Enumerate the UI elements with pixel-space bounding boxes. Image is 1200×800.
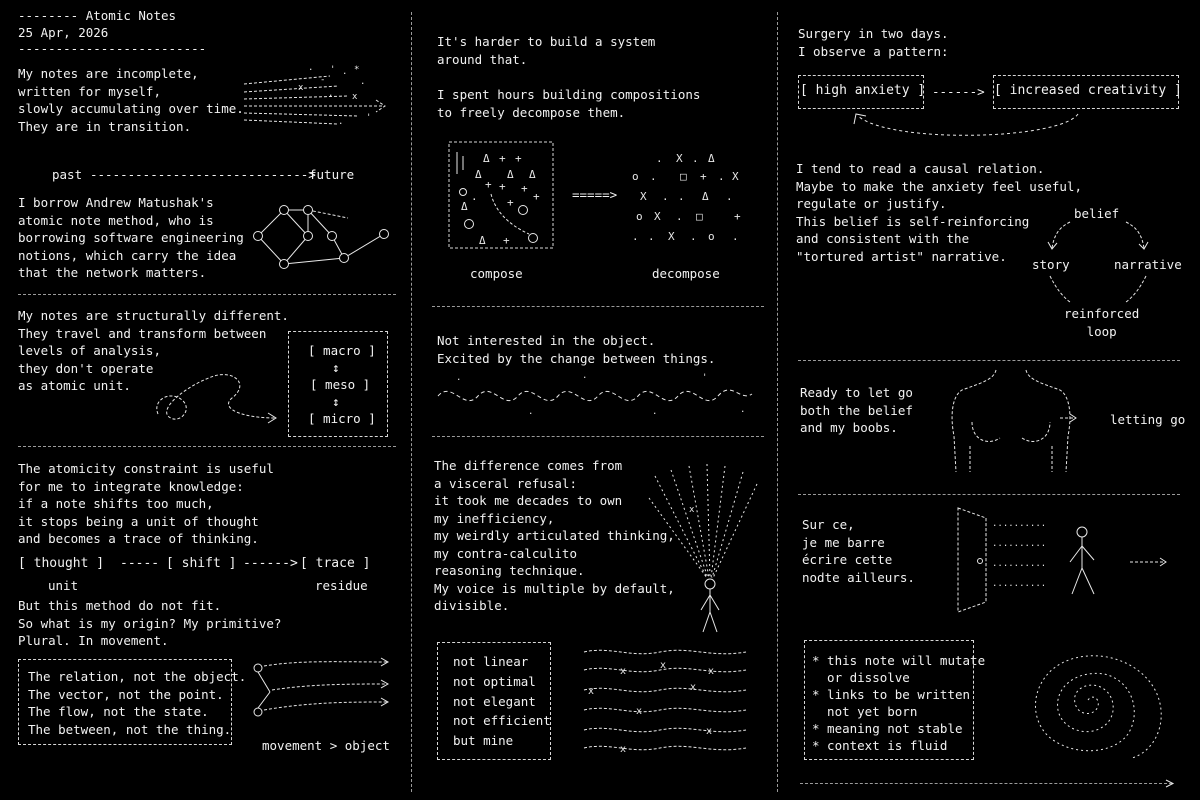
svg-text:.: . [338,117,344,127]
svg-text:-: - [320,75,326,85]
svg-text:Δ: Δ [708,152,715,165]
relation-text: The relation, not the object. The vector, not the point. The flow, not the state. The between, not the thing. [28,669,247,737]
svg-text:+: + [507,196,514,209]
svg-text:+: + [499,152,506,165]
loop-path-illustration [150,362,285,432]
divider-1 [18,294,396,295]
level-meso: [ meso ] [310,377,371,392]
page-title: -------- Atomic Notes [18,8,177,23]
svg-text:.: . [342,67,348,77]
svg-text:+: + [734,210,741,223]
svg-text:x: x [636,706,643,717]
svg-text:.: . [718,170,725,183]
svg-text:.: . [648,230,655,243]
ready-text: Ready to let go both the belief and my boobs. [800,385,913,435]
svg-text:X: X [640,190,647,203]
flow-trace: [ trace ] [300,556,371,571]
scatter-arrow-illustration [238,62,393,132]
svg-text:.: . [676,210,683,223]
svg-text:x: x [708,666,715,677]
svg-text:□: □ [680,170,687,183]
svg-text:.: . [690,230,697,243]
compose-arrow: =====> [572,187,618,202]
note-date: 25 Apr, 2026 [18,25,109,40]
column-divider-right [777,12,778,792]
creativity-label: [ increased creativity ] [994,83,1182,98]
svg-text:.: . [528,407,534,417]
svg-text:Δ: Δ [483,152,490,165]
svg-text:X: X [676,152,683,165]
svg-text:+: + [499,180,506,193]
level-arrow-2: ↕ [332,394,340,409]
cycle-reinforced-loop: reinforced loop [1064,306,1140,339]
intro-text: My notes are incomplete, written for myself, slowly accumulating over time. They are in transition. [18,66,244,134]
svg-text:o: o [632,170,639,183]
svg-text:X: X [668,230,675,243]
flow-arrow: ------> [243,556,298,571]
svg-text:Δ: Δ [702,190,709,203]
cycle-narrative: narrative [1114,257,1182,272]
svg-text:o: o [636,210,643,223]
svg-text:Δ: Δ [507,168,514,181]
unit-label: unit [48,578,79,593]
svg-text:Δ: Δ [529,168,536,181]
movement-label: movement > object [262,738,390,753]
excited-text: Not interested in the object. Excited by the change between things. [437,333,716,366]
anxiety-label: [ high anxiety ] [800,83,926,98]
feedback-curve-illustration [850,110,1085,142]
svg-text:x: x [620,666,627,677]
svg-text:x: x [620,744,627,755]
sur-ce-text: Sur ce, je me barre écrire cette nodte ailleurs. [802,517,915,585]
svg-text:.: . [652,407,658,417]
svg-text:.: . [726,190,733,203]
svg-text:x: x [689,505,695,515]
diverging-arrows-illustration [250,656,395,721]
causal-text: I tend to read a causal relation. Maybe to make the anxiety feel useful, regulate or justify. This belief is self-reinforcing and consistent with the "tortured artist" narrative. [796,161,1082,264]
svg-text:.: . [360,77,366,87]
svg-text:.: . [456,373,462,383]
mutate-list: * this note will mutate or dissolve * links to be written not yet born * meaning not stable * context is fluid [812,653,986,753]
svg-text:Δ: Δ [479,234,486,247]
difference-text: The difference comes from a visceral refusal: it took me decades to own my inefficiency, my weirdly articulated thinking, my contra-calculito reasoning technique. My voice is multiple by default, divisible. [434,458,675,613]
svg-text:x: x [352,92,358,102]
level-macro: [ macro ] [308,343,376,358]
svg-text:+: + [503,234,510,247]
timeline-arrow: -----------------------------> [90,167,316,182]
svg-text:.: . [692,152,699,165]
svg-text:.: . [308,63,314,73]
atomicity-text: The atomicity constraint is useful for me to integrate knowledge: if a note shifts too much, it stops being a unit of thought and becomes a trace of thinking. [18,461,274,546]
svg-text:□: □ [696,210,703,223]
svg-text:..........: .......... [992,539,1047,549]
harder-text: It's harder to build a system around that. [437,34,656,67]
svg-text:+: + [485,178,492,191]
svg-text:.: . [662,190,669,203]
svg-text:.: . [650,170,657,183]
matushak-text: I borrow Andrew Matushak's atomic note method, who is borrowing software engineering notions, which carry the idea that the network matters. [18,195,244,280]
spiral-illustration [1000,640,1170,760]
svg-text:+: + [521,182,528,195]
svg-text:..........: .......... [992,559,1047,569]
svg-text:.: . [678,190,685,203]
svg-text:+: + [700,170,707,183]
divider-5 [798,360,1180,361]
stacked-waves-illustration [580,644,750,756]
bottom-rule [800,783,1172,784]
svg-text:Δ: Δ [475,168,482,181]
surgery-text: Surgery in two days. I observe a pattern: [798,26,949,59]
flow-thought: [ thought ] [18,556,105,571]
level-arrow-1: ↕ [332,360,340,375]
decompose-label: decompose [652,266,720,281]
svg-text:.: . [471,190,478,203]
not-list: not linear not optimal not elegant not efficient but mine [453,654,551,749]
svg-text:.: . [328,89,334,99]
letting-go-label: letting go [1110,412,1186,427]
svg-text:x: x [588,686,595,697]
svg-text:x: x [706,726,713,737]
flow-shift: [ shift ] [166,556,237,571]
residue-label: residue [315,578,368,593]
origin-text: But this method do not fit. So what is my origin? My primitive? Plural. In movement. [18,598,282,648]
level-micro: [ micro ] [308,411,376,426]
svg-text:.: . [740,405,746,415]
divider-2 [18,446,396,447]
svg-text:Δ: Δ [461,200,468,213]
decompose-illustration [628,148,748,248]
svg-text:X: X [732,170,739,183]
svg-text:.: . [656,152,663,165]
svg-text:.: . [732,230,739,243]
divider-4 [432,436,764,437]
hours-text: I spent hours building compositions to freely decompose them. [437,87,701,120]
network-graph-illustration [250,198,395,273]
svg-text:': ' [366,113,372,123]
bottom-arrowhead [1164,779,1176,789]
divider-6 [798,494,1180,495]
svg-text:.: . [632,230,639,243]
torso-illustration [948,366,1078,476]
svg-text:o: o [708,230,715,243]
timeline-future: future [309,167,355,182]
svg-text:*: * [354,65,360,75]
svg-text:X: X [654,210,661,223]
structural-text: My notes are structurally different. They travel and transform between levels of analysis, they don't operate as atomic unit. [18,308,289,393]
svg-text:..........: .......... [992,519,1047,529]
svg-text:': ' [702,373,708,383]
anxiety-arrow: ------> [932,84,985,99]
cycle-story: story [1032,257,1070,272]
cycle-belief: belief [1074,206,1120,221]
header-rule: ------------------------- [18,41,207,56]
svg-text:x: x [660,660,667,671]
svg-text:.: . [582,371,588,381]
door-exit-illustration [954,504,1174,614]
compose-illustration [447,140,557,252]
svg-text:+: + [533,190,540,203]
compose-label: compose [470,266,523,281]
wave-illustration [432,372,757,417]
svg-text:x: x [690,682,697,693]
cycle-arrows-illustration [1036,218,1166,308]
svg-text:': ' [330,65,336,75]
divider-3 [432,306,764,307]
timeline-past: past [52,167,83,182]
svg-text:x: x [298,83,304,93]
svg-text:..........: .......... [992,579,1047,589]
flow-dash: ----- [120,556,160,571]
figure-rays-illustration [645,462,763,637]
column-divider-left [411,12,412,792]
svg-text:+: + [515,152,522,165]
